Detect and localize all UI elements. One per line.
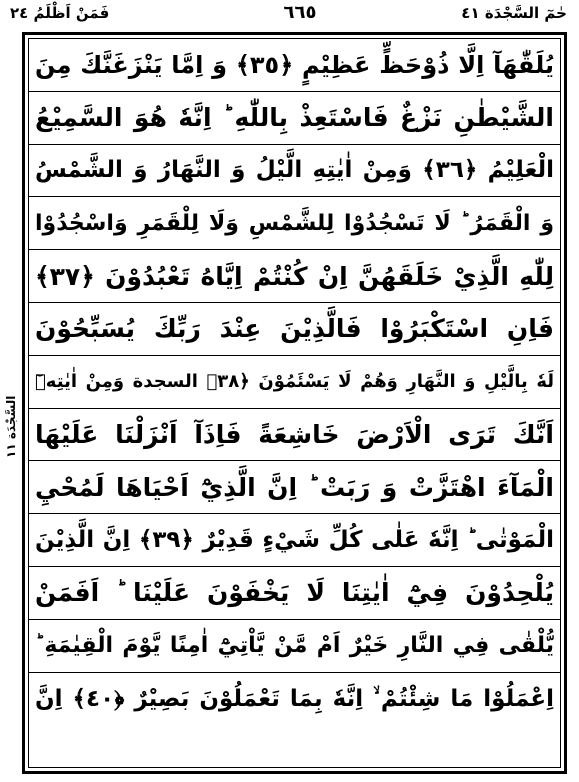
verse-text: الْمَآءَ اهْتَزَّتْ وَ رَبَتْ ؕ اِنَّ الَّذِيْٓ اَحْيَاهَا لَمُحْيِ [35,472,554,502]
sajdah-margin-label: السَّجْدَة ١١ [4,395,18,458]
verse-text: الْعَلِيْمُ ﴿٣٦﴾ وَمِنْ اٰيٰتِهِ الَّيْلُ وَ النَّهَارُ وَ الشَّمْسُ [35,157,554,184]
verse-text: يُّلْقٰى فِي النَّارِ خَيْرٌ اَمْ مَّنْ يَّاْتِيْٓ اٰمِنًا يَّوْمَ الْقِيٰمَةِ ؕ [35,633,554,659]
text-line-8 [29,409,560,462]
text-line-3 [29,145,560,198]
page-header [0,0,579,30]
verse-text: لَهٗ بِالَّيْلِ وَ النَّهَارِ وَهُمْ لَا يَسْئَمُوْنَ ﴿٣٨﴾ السجدة وَمِنْ اٰيٰتِهٖٓ [35,371,554,393]
text-line-13 [29,673,560,726]
text-line-12 [29,620,560,673]
page-number: ٦٦٥ [283,2,317,23]
text-line-7 [29,356,560,409]
verse-text: يُلْحِدُوْنَ فِيْٓ اٰيٰتِنَا لَا يَخْفَوْنَ عَلَيْنَا ؕ اَفَمَنْ [35,578,554,608]
surah-title: حٰمٓ السَّجْدَة ٤١ [461,4,567,22]
text-line-10 [29,514,560,567]
text-area [28,38,561,768]
juz-title: فَمَنْ اَظْلَمُ ٢٤ [10,4,110,22]
text-frame [22,32,567,774]
text-line-2 [29,92,560,145]
text-line-11 [29,567,560,620]
verse-text: اِعْمَلُوْا مَا شِئْتُمْ ۙ اِنَّهٗ بِمَا تَعْمَلُوْنَ بَصِيْرٌ ﴿٤٠﴾ اِنَّ [35,685,554,712]
verse-text: الشَّيْطٰنِ نَزْغٌ فَاسْتَعِذْ بِاللّٰهِ ؕ اِنَّهٗ هُوَ السَّمِيْعُ [35,103,554,133]
text-line-1 [29,39,560,92]
verse-text: لِلّٰهِ الَّذِيْ خَلَقَهُنَّ اِنْ كُنْتُمْ اِيَّاهُ تَعْبُدُوْنَ ﴿٣٧﴾ [35,261,554,291]
verse-text: اَنَّكَ تَرَى الْاَرْضَ خَاشِعَةً فَاِذَآ اَنْزَلْنَا عَلَيْهَا [35,419,554,449]
verse-text: الْمَوْتٰى ؕ اِنَّهٗ عَلٰى كُلِّ شَيْءٍ قَدِيْرٌ ﴿٣٩﴾ اِنَّ الَّذِيْنَ [35,527,554,554]
text-line-4 [29,197,560,250]
text-line-9 [29,461,560,514]
verse-text: وَ الْقَمَرُ ؕ لَا تَسْجُدُوْا لِلشَّمْسِ وَلَا لِلْقَمَرِ وَاسْجُدُوْا [35,210,554,236]
text-line-6 [29,303,560,356]
verse-text: يُلَقّٰهَآ اِلَّا ذُوْحَظٍّ عَظِيْمٍ ﴿٣٥﴾ وَ اِمَّا يَنْزَغَنَّكَ مِنَ [35,50,555,79]
text-line-5 [29,250,560,303]
verse-text: فَاِنِ اسْتَكْبَرُوْا فَالَّذِيْنَ عِنْدَ رَبِّكَ يُسَبِّحُوْنَ [35,314,554,344]
sajdah-margin-note [2,350,20,460]
